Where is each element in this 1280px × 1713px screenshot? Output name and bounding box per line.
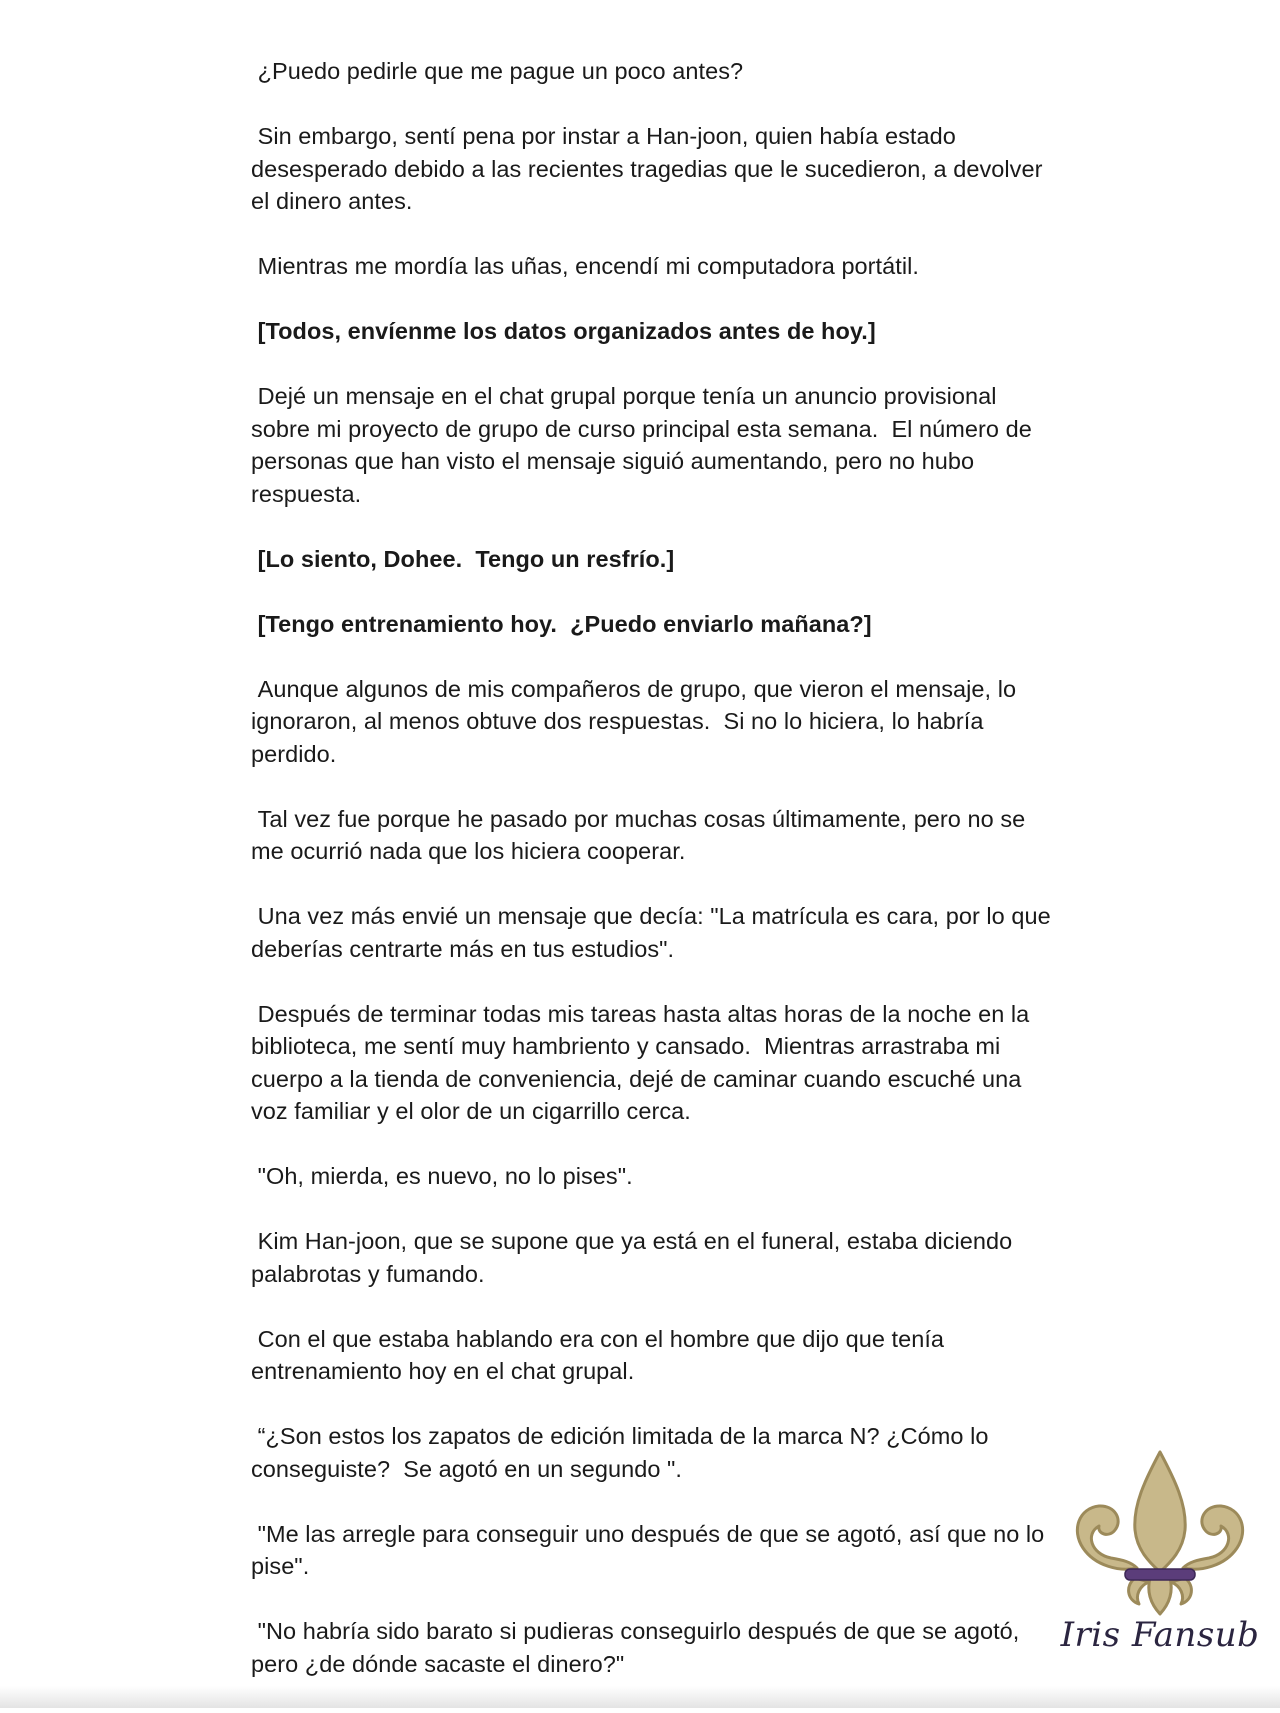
body-paragraph: Con el que estaba hablando era con el hombre que dijo que tenía entrenamiento hoy en el chat grupal. xyxy=(251,1325,951,1384)
text-column xyxy=(251,55,1058,1713)
body-paragraph: Aunque algunos de mis compañeros de grupo, que vieron el mensaje, lo ignoraron, al menos obtuve dos respuestas. Si no lo hiciera, lo habría perdido. xyxy=(251,675,1023,767)
chat-message-paragraph: [Lo siento, Dohee. Tengo un resfrío.] xyxy=(251,545,675,572)
chat-message-paragraph: [Tengo entrenamiento hoy. ¿Puedo enviarlo mañana?] xyxy=(251,610,872,637)
chat-message-paragraph: [Todos, envíenme los datos organizados antes de hoy.] xyxy=(251,318,876,344)
body-paragraph: Una vez más envié un mensaje que decía: "La matrícula es cara, por lo que deberías centrarte más en tus estudios". xyxy=(251,903,1058,962)
page-bottom-shadow xyxy=(0,1686,1280,1708)
watermark-label: Iris Fansub xyxy=(1060,1615,1260,1655)
body-paragraph: “¿Son estos los zapatos de edición limitada de la marca N? ¿Cómo lo conseguiste? Se agotó en un segundo ". xyxy=(251,1423,996,1482)
body-paragraph: Tal vez fue porque he pasado por muchas cosas últimamente, pero no se me ocurrió nada que los hiciera cooperar. xyxy=(251,805,1032,864)
body-paragraph: Kim Han-joon, que se supone que ya está en el funeral, estaba diciendo palabrotas y fumando. xyxy=(251,1228,1019,1287)
watermark xyxy=(1055,1450,1265,1665)
body-paragraph: "Me las arregle para conseguir uno después de que se agotó, así que no lo pise". xyxy=(251,1520,1051,1579)
fleur-de-lis-icon xyxy=(1065,1450,1255,1620)
body-paragraph: Sin embargo, sentí pena por instar a Han-joon, quien había estado desesperado debido a las recientes tragedias que le sucedieron, a devolver el dinero antes. xyxy=(251,123,1050,214)
body-paragraph: Dejé un mensaje en el chat grupal porque tenía un anuncio provisional sobre mi proyecto de grupo de curso principal esta semana. El número de personas que han visto el mensaje siguió aumentando, pero no hubo respuesta. xyxy=(251,383,1039,507)
body-paragraph: "Oh, mierda, es nuevo, no lo pises". xyxy=(251,1163,633,1189)
body-paragraph: ¿Puedo pedirle que me pague un poco antes? xyxy=(251,58,744,84)
body-paragraph: Mientras me mordía las uñas, encendí mi computadora portátil. xyxy=(251,253,919,279)
body-paragraph: "No habría sido barato si pudieras conseguirlo después de que se agotó, pero ¿de dónde sacaste el dinero?" xyxy=(251,1618,1026,1677)
body-paragraph: Después de terminar todas mis tareas hasta altas horas de la noche en la biblioteca, me sentí muy hambriento y cansado. Mientras arrastraba mi cuerpo a la tienda de conveniencia, dejé de caminar cuando escuché una voz familiar y el olor de un cigarrillo cerca. xyxy=(251,1000,1036,1124)
